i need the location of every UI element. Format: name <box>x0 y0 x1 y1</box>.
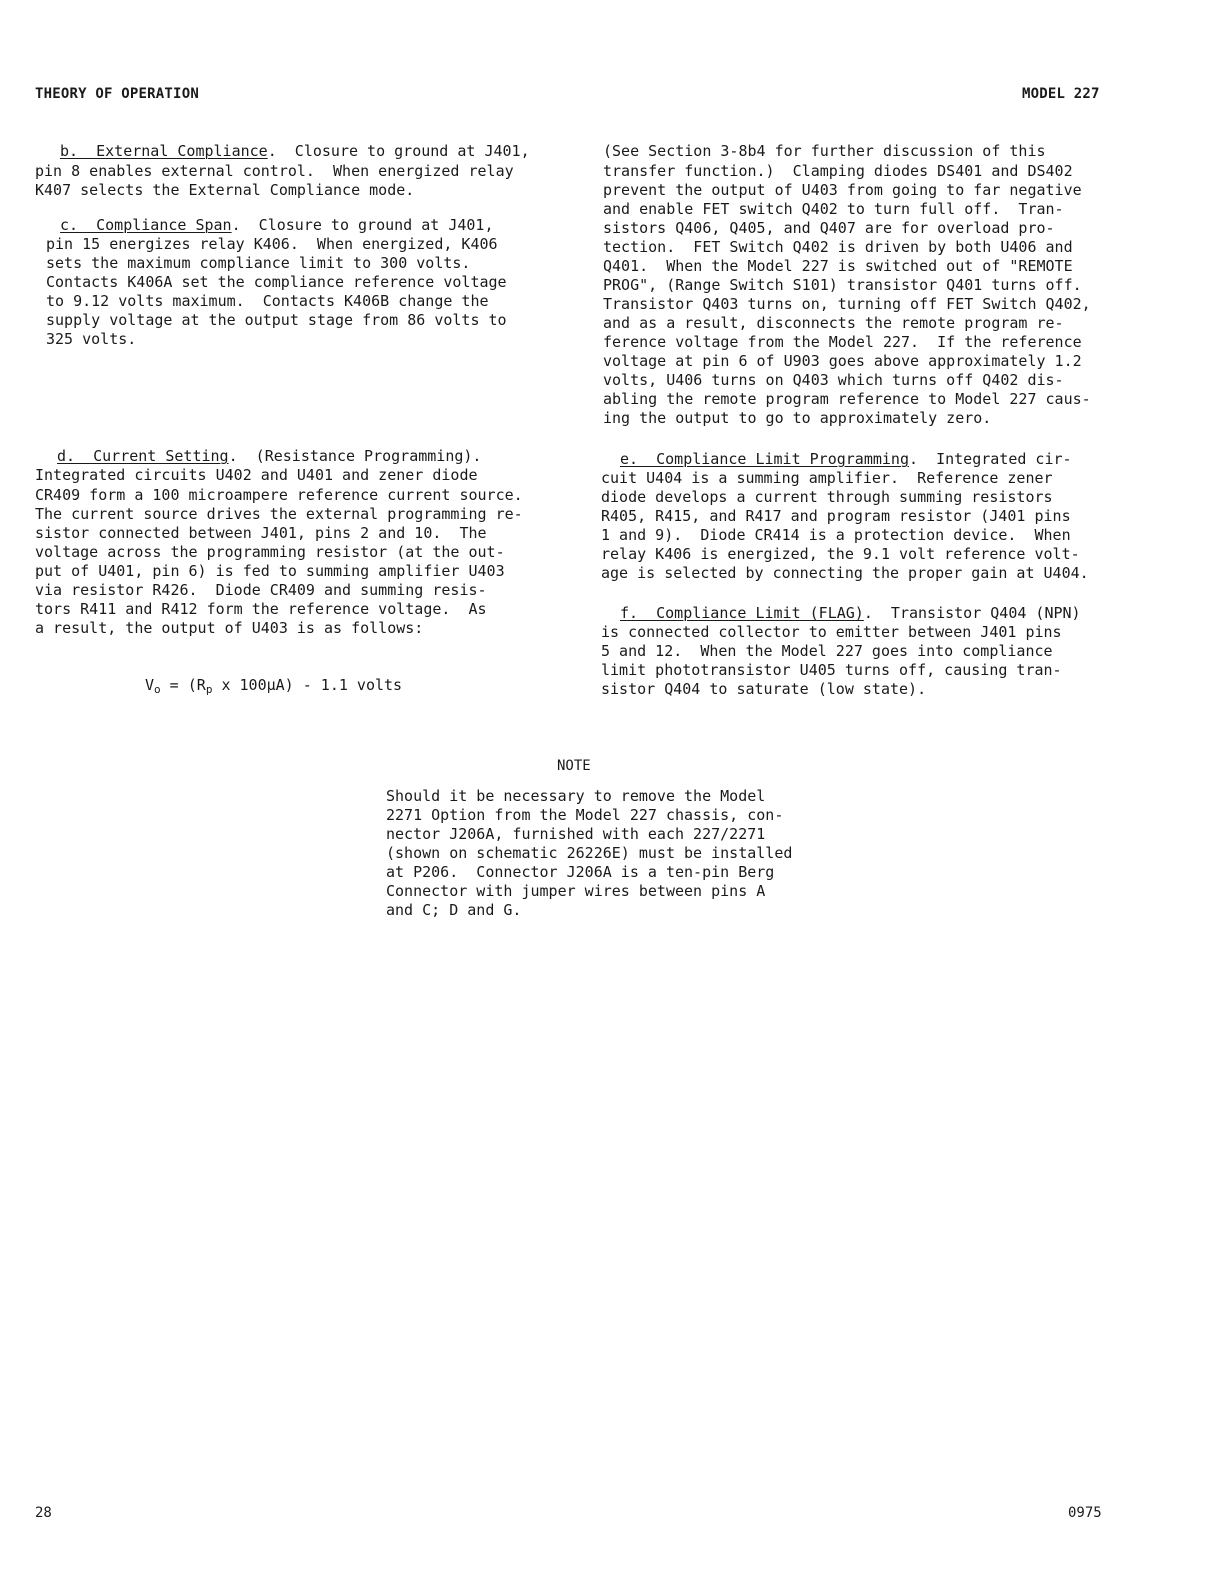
para-f-line: 5 and 12. When the Model 227 goes into compliance <box>601 642 1053 660</box>
para-e-heading: e. Compliance Limit Programming <box>620 450 909 468</box>
page-number: 28 <box>35 1505 52 1521</box>
para-c-first-line: c. Compliance Span. Closure to ground at J401, <box>60 216 494 234</box>
para-d-line: CR409 form a 100 microampere reference current source. <box>35 486 523 504</box>
para-f-line: sistor Q404 to saturate (low state). <box>601 680 927 698</box>
right-cont-line: voltage at pin 6 of U903 goes above approximately 1.2 <box>603 352 1082 370</box>
note-title: NOTE <box>557 758 591 774</box>
document-code: 0975 <box>1068 1505 1102 1521</box>
note-line: Should it be necessary to remove the Model <box>386 787 766 805</box>
para-e-first-line: e. Compliance Limit Programming. Integrated cir- <box>620 450 1072 468</box>
para-e-line: cuit U404 is a summing amplifier. Reference zener <box>601 469 1053 487</box>
para-c-line: 325 volts. <box>46 330 137 348</box>
para-d-line: a result, the output of U403 is as follows: <box>35 619 424 637</box>
para-d-heading: d. Current Setting <box>57 447 229 465</box>
right-cont-line: ference voltage from the Model 227. If the reference <box>603 333 1082 351</box>
para-e-line: age is selected by connecting the proper gain at U404. <box>601 564 1089 582</box>
para-d-line: Integrated circuits U402 and U401 and zener diode <box>35 466 478 484</box>
para-c-line: supply voltage at the output stage from 86 volts to <box>46 311 507 329</box>
para-e-line: R405, R415, and R417 and program resistor (J401 pins <box>601 507 1071 525</box>
right-cont-line: and as a result, disconnects the remote program re- <box>603 314 1064 332</box>
right-cont-line: abling the remote program reference to Model 227 caus- <box>603 390 1091 408</box>
note-line: nector J206A, furnished with each 227/2271 <box>386 825 766 843</box>
right-cont-line: and enable FET switch Q402 to turn full off. Tran- <box>603 200 1064 218</box>
para-b-first-line: b. External Compliance. Closure to ground at J401, <box>60 142 530 160</box>
right-cont-line: ing the output to go to approximately zero. <box>603 409 992 427</box>
para-f-heading: f. Compliance Limit (FLAG) <box>620 604 864 622</box>
right-cont-line: prevent the output of U403 from going to far negative <box>603 181 1082 199</box>
para-c-heading: c. Compliance Span <box>60 216 232 234</box>
para-b-line: pin 8 enables external control. When energized relay <box>35 162 514 180</box>
para-b-heading: b. External Compliance <box>60 142 268 160</box>
note-line: Connector with jumper wires between pins A <box>386 882 766 900</box>
para-e-line: 1 and 9). Diode CR414 is a protection device. When <box>601 526 1071 544</box>
para-c-line: pin 15 energizes relay K406. When energized, K406 <box>46 235 498 253</box>
right-cont-line: tection. FET Switch Q402 is driven by both U406 and <box>603 238 1073 256</box>
para-c-line: to 9.12 volts maximum. Contacts K406B change the <box>46 292 489 310</box>
right-cont-line: volts, U406 turns on Q403 which turns off Q402 dis- <box>603 371 1064 389</box>
note-line: and C; D and G. <box>386 901 522 919</box>
para-e-line: relay K406 is energized, the 9.1 volt reference volt- <box>601 545 1080 563</box>
para-d-line: tors R411 and R412 form the reference voltage. As <box>35 600 487 618</box>
para-d-line: via resistor R426. Diode CR409 and summing resis- <box>35 581 487 599</box>
para-d-line: put of U401, pin 6) is fed to summing amplifier U403 <box>35 562 505 580</box>
para-d-line: The current source drives the external programming re- <box>35 505 523 523</box>
header-model: MODEL 227 <box>1022 86 1100 102</box>
note-line: (shown on schematic 26226E) must be installed <box>386 844 793 862</box>
right-cont-line: (See Section 3-8b4 for further discussion of this <box>603 142 1046 160</box>
para-f-line: is connected collector to emitter between J401 pins <box>601 623 1062 641</box>
note-line: 2271 Option from the Model 227 chassis, con- <box>386 806 784 824</box>
para-d-first-line: d. Current Setting. (Resistance Programming). <box>57 447 482 465</box>
para-f-line: limit phototransistor U405 turns off, causing tran- <box>601 661 1062 679</box>
right-cont-line: transfer function.) Clamping diodes DS401 and DS402 <box>603 162 1073 180</box>
note-line: at P206. Connector J206A is a ten-pin Berg <box>386 863 775 881</box>
right-cont-line: Transistor Q403 turns on, turning off FET Switch Q402, <box>603 295 1091 313</box>
right-cont-line: sistors Q406, Q405, and Q407 are for overload pro- <box>603 219 1055 237</box>
output-voltage-formula: $V_o = (R_p$ x 100μA) - 1.1 volts <box>145 676 403 696</box>
para-b-line: K407 selects the External Compliance mode. <box>35 181 415 199</box>
para-d-line: voltage across the programming resistor (at the out- <box>35 543 505 561</box>
para-c-line: Contacts K406A set the compliance reference voltage <box>46 273 507 291</box>
para-f-first-line: f. Compliance Limit (FLAG). Transistor Q404 (NPN) <box>620 604 1081 622</box>
para-e-line: diode develops a current through summing resistors <box>601 488 1053 506</box>
right-cont-line: Q401. When the Model 227 is switched out of "REMOTE <box>603 257 1073 275</box>
header-section-title: THEORY OF OPERATION <box>35 86 199 102</box>
right-cont-line: PROG", (Range Switch S101) transistor Q401 turns off. <box>603 276 1082 294</box>
para-d-line: sistor connected between J401, pins 2 and 10. The <box>35 524 487 542</box>
para-c-line: sets the maximum compliance limit to 300 volts. <box>46 254 471 272</box>
